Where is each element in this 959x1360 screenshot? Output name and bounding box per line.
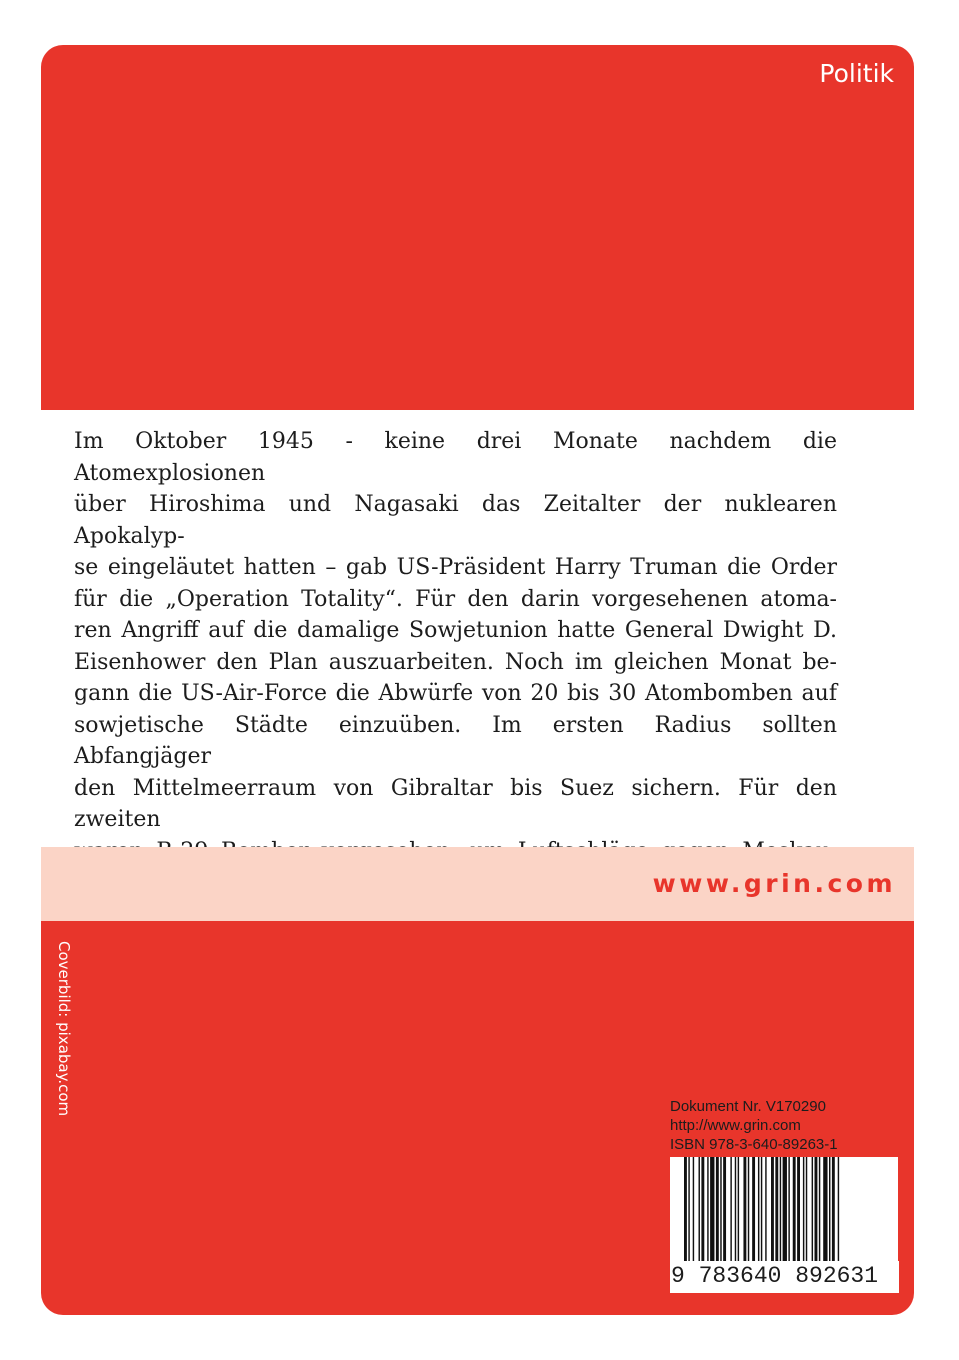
bottom-red-band <box>41 921 914 1315</box>
barcode-bar <box>701 1157 704 1267</box>
barcode-bar <box>765 1157 766 1267</box>
barcode-bar <box>710 1157 714 1267</box>
barcode-bar <box>720 1157 721 1267</box>
blurb-line: Im Oktober 1945 - keine drei Monate nachdem die Atomexplosionen <box>74 429 837 486</box>
category-label: Politik <box>819 59 894 88</box>
barcode-bar <box>758 1157 759 1267</box>
barcode-bar <box>797 1157 800 1267</box>
barcode-bar <box>707 1157 708 1267</box>
barcode-bar <box>735 1157 736 1267</box>
barcode-bar <box>793 1157 796 1267</box>
barcode-bar <box>832 1157 835 1267</box>
barcode-bar <box>775 1157 778 1267</box>
barcode-bar <box>730 1157 731 1267</box>
blurb-line: über Hiroshima und Nagasaki das Zeitalter der nuklearen Apokalyp- <box>74 492 837 549</box>
barcode-bar <box>838 1157 839 1267</box>
barcode-bar <box>748 1157 749 1267</box>
book-back-cover <box>41 45 914 1315</box>
document-url: http://www.grin.com <box>670 1117 801 1134</box>
cover-credit: Coverbild: pixabay.com <box>55 941 73 1117</box>
blurb-line: den Mittelmeerraum von Gibraltar bis Suez sichern. Für den zweiten <box>74 775 837 832</box>
blurb-line: se eingeläutet hatten – gab US-Präsident Harry Truman die Order <box>74 555 837 580</box>
barcode-bar <box>699 1157 700 1267</box>
document-number: Dokument Nr. V170290 <box>670 1098 826 1115</box>
barcode-bar <box>743 1157 746 1267</box>
barcode-bar <box>819 1157 820 1267</box>
website-band <box>41 847 914 921</box>
blurb-line: gann die US-Air-Force die Abwürfe von 20 bis 30 Atombomben auf <box>74 681 837 706</box>
barcode-bar <box>716 1157 719 1267</box>
barcode-bar <box>780 1157 781 1267</box>
barcode-bar <box>771 1157 774 1267</box>
barcode-bar <box>738 1157 739 1267</box>
website-link[interactable]: www.grin.com <box>652 869 896 898</box>
barcode-bar <box>829 1157 830 1267</box>
blurb-line: sowjetische Städte einzuüben. Im ersten Radius sollten Abfangjäger <box>74 712 837 769</box>
document-info <box>670 1097 838 1154</box>
barcode-bar <box>693 1157 694 1267</box>
barcode-bar <box>823 1157 827 1267</box>
barcode-bar <box>761 1157 762 1267</box>
blurb-line: Eisenhower den Plan auszuarbeiten. Noch im gleichen Monat be- <box>74 649 837 675</box>
isbn-barcode <box>670 1157 898 1293</box>
top-red-band <box>41 45 914 410</box>
blurb-line: ren Angriff auf die damalige Sowjetunion hatte General Dwight D. <box>74 618 837 643</box>
barcode-bar <box>783 1157 787 1267</box>
barcode-bar <box>752 1157 755 1267</box>
barcode-bar <box>815 1157 818 1267</box>
barcode-bar <box>788 1157 789 1267</box>
barcode-digits: 9 783640 892631 <box>670 1261 899 1293</box>
barcode-bar <box>812 1157 813 1267</box>
barcode-bar <box>806 1157 807 1267</box>
blurb-line: für die „Operation Totality“. Für den darin vorgesehenen atoma- <box>74 586 837 612</box>
barcode-bar <box>723 1157 726 1267</box>
barcode-bar <box>688 1157 689 1267</box>
barcode-bar <box>684 1157 687 1267</box>
isbn-label: ISBN 978-3-640-89263-1 <box>670 1136 838 1153</box>
barcode-bar <box>803 1157 804 1267</box>
